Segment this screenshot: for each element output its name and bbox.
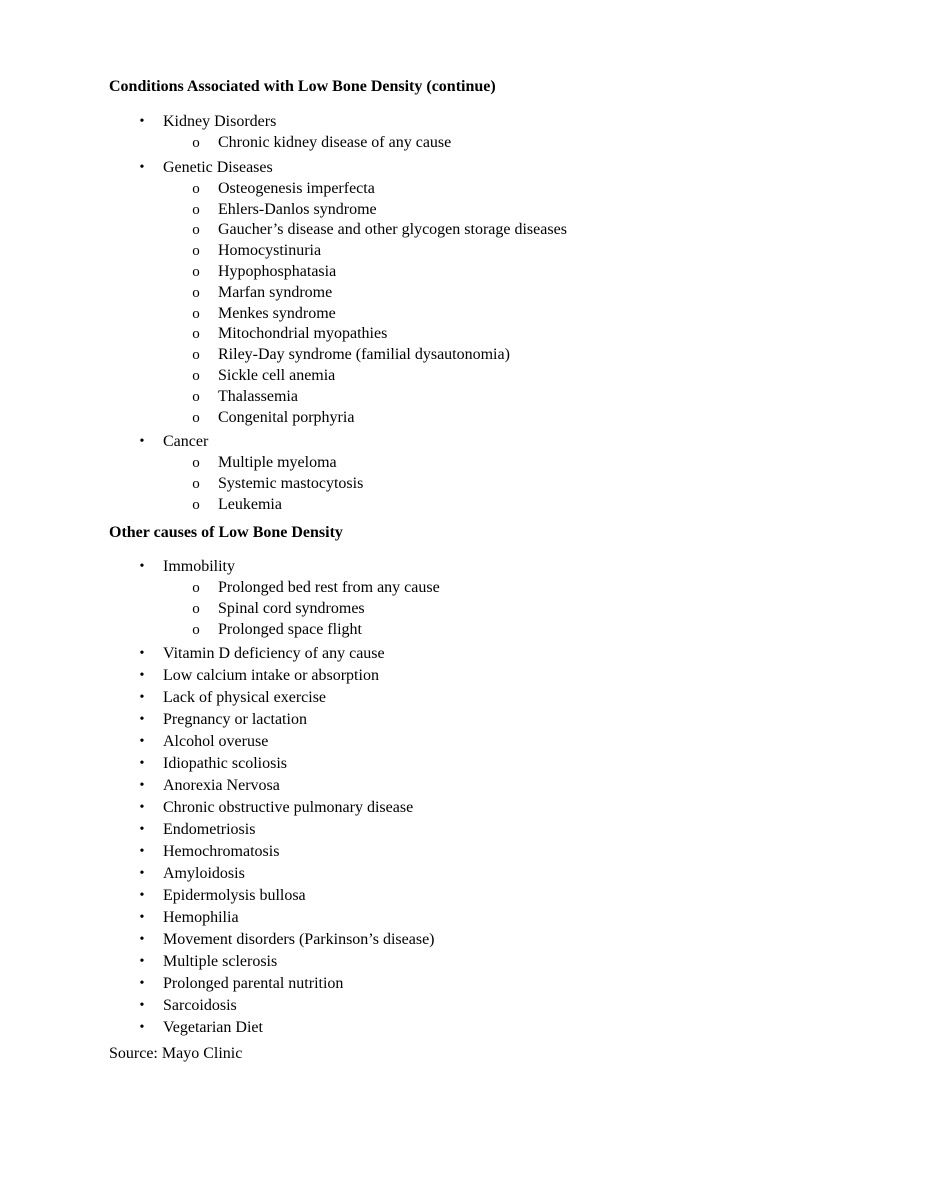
list-item (0, 951, 927, 973)
list-item-label: Lack of physical exercise (163, 689, 327, 707)
hollow-bullet-icon: o (192, 367, 200, 384)
list-item (0, 819, 927, 841)
sub-list-item (0, 495, 927, 516)
list-item (0, 797, 927, 819)
hollow-bullet-icon: o (192, 476, 200, 493)
list-item (0, 556, 927, 578)
sub-list-item (0, 453, 927, 474)
list-item (0, 157, 927, 179)
list-item-label: Genetic Diseases (163, 158, 273, 176)
list-item-label: Idiopathic scoliosis (163, 755, 287, 773)
sub-list-item (0, 324, 927, 345)
hollow-bullet-icon: o (192, 455, 200, 472)
bullet-icon: • (139, 822, 145, 838)
sub-list-item (0, 283, 927, 304)
sub-list-item (0, 408, 927, 429)
hollow-bullet-icon: o (192, 180, 200, 197)
bullet-icon: • (139, 932, 145, 948)
sub-list-item-label: Multiple myeloma (218, 454, 337, 472)
bullet-icon: • (139, 778, 145, 794)
list-item-label: Vitamin D deficiency of any cause (163, 645, 385, 663)
bullet-icon: • (139, 800, 145, 816)
hollow-bullet-icon: o (192, 201, 200, 218)
bullet-icon: • (139, 434, 145, 450)
list-item (0, 995, 927, 1017)
sub-list-item (0, 179, 927, 200)
sub-list-item (0, 387, 927, 408)
sub-list-item-label: Chronic kidney disease of any cause (218, 134, 452, 151)
sub-list-item-label: Prolonged space flight (218, 620, 362, 638)
list-item-label: Hemochromatosis (163, 843, 280, 861)
source-note: Source: Mayo Clinic (109, 1045, 243, 1062)
list-item (0, 929, 927, 951)
bullet-icon: • (139, 976, 145, 992)
hollow-bullet-icon: o (192, 243, 200, 260)
hollow-bullet-icon: o (192, 409, 200, 426)
sub-list-item (0, 345, 927, 366)
list-item (0, 731, 927, 753)
list-item-label: Amyloidosis (163, 865, 245, 883)
bullet-icon: • (139, 756, 145, 772)
list-item-label: Epidermolysis bullosa (163, 887, 306, 905)
sub-list-item-label: Osteogenesis imperfecta (218, 179, 375, 197)
sub-list-item-label: Sickle cell anemia (218, 366, 336, 384)
hollow-bullet-icon: o (192, 222, 200, 239)
list-item-label: Kidney Disorders (163, 113, 277, 130)
list-item (0, 753, 927, 775)
list-item (0, 643, 927, 665)
hollow-bullet-icon: o (192, 580, 200, 596)
list-item-label: Alcohol overuse (163, 733, 269, 751)
sub-list-item-label: Mitochondrial myopathies (218, 325, 388, 343)
hollow-bullet-icon: o (192, 496, 200, 513)
bullet-icon: • (139, 998, 145, 1014)
sub-list-item-label: Spinal cord syndromes (218, 599, 365, 617)
list-item (0, 665, 927, 687)
bullet-icon: • (139, 888, 145, 904)
hollow-bullet-icon: o (192, 600, 200, 617)
sub-list-item (0, 366, 927, 387)
bullet-icon: • (139, 712, 145, 728)
hollow-bullet-icon: o (192, 388, 200, 405)
section-heading-conditions: Conditions Associated with Low Bone Density (continue) (109, 78, 496, 95)
list-item-label: Pregnancy or lactation (163, 711, 307, 729)
list-item (0, 111, 927, 133)
list-item-label: Immobility (163, 558, 235, 575)
hollow-bullet-icon: o (192, 347, 200, 364)
sub-list-item-label: Systemic mastocytosis (218, 475, 364, 493)
bullet-icon: • (139, 159, 145, 175)
sub-list-item (0, 241, 927, 262)
sub-list-item (0, 304, 927, 325)
hollow-bullet-icon: o (192, 263, 200, 280)
sub-list-item (0, 262, 927, 283)
hollow-bullet-icon: o (192, 621, 200, 638)
sub-list-item-label: Homocystinuria (218, 242, 322, 260)
list-item (0, 885, 927, 907)
bullet-icon: • (139, 114, 145, 129)
sub-list-item-label: Prolonged bed rest from any cause (218, 579, 440, 596)
sub-list-item-label: Thalassemia (218, 387, 298, 405)
bullet-icon: • (139, 844, 145, 860)
list-item (0, 907, 927, 929)
list-item-label: Low calcium intake or absorption (163, 667, 379, 685)
bullet-icon: • (139, 559, 145, 574)
sub-list-item-label: Marfan syndrome (218, 283, 333, 301)
list-item-label: Chronic obstructive pulmonary disease (163, 799, 414, 817)
sub-list-item (0, 620, 927, 641)
sub-list-item-label: Hypophosphatasia (218, 262, 337, 280)
sub-list-item (0, 133, 927, 154)
bullet-icon: • (139, 954, 145, 970)
sub-list-item (0, 474, 927, 495)
hollow-bullet-icon: o (192, 135, 200, 151)
list-item (0, 973, 927, 995)
bullet-icon: • (139, 1020, 145, 1036)
list-item (0, 431, 927, 453)
list-item (0, 709, 927, 731)
list-item (0, 863, 927, 885)
list-item-label: Cancer (163, 433, 209, 451)
bullet-icon: • (139, 910, 145, 926)
sub-list-item (0, 200, 927, 221)
section-heading-other-causes: Other causes of Low Bone Density (109, 524, 343, 541)
other-causes-list (0, 556, 927, 1039)
sub-list-item (0, 220, 927, 241)
list-item-label: Prolonged parental nutrition (163, 975, 344, 993)
hollow-bullet-icon: o (192, 284, 200, 301)
list-item-label: Sarcoidosis (163, 997, 237, 1015)
sub-list-item-label: Menkes syndrome (218, 304, 336, 322)
hollow-bullet-icon: o (192, 326, 200, 343)
hollow-bullet-icon: o (192, 305, 200, 322)
bullet-icon: • (139, 646, 145, 662)
sub-list-item-label: Gaucher’s disease and other glycogen storage diseases (218, 221, 567, 239)
list-item (0, 775, 927, 797)
sub-list-item-label: Leukemia (218, 495, 282, 513)
list-item-label: Hemophilia (163, 909, 239, 927)
list-item-label: Anorexia Nervosa (163, 777, 280, 795)
list-item-label: Endometriosis (163, 821, 256, 839)
conditions-list (0, 111, 927, 516)
sub-list-item (0, 578, 927, 599)
bullet-icon: • (139, 734, 145, 750)
bullet-icon: • (139, 668, 145, 684)
sub-list-item (0, 599, 927, 620)
list-item (0, 841, 927, 863)
sub-list-item-label: Congenital porphyria (218, 408, 355, 426)
list-item (0, 687, 927, 709)
bullet-icon: • (139, 690, 145, 706)
sub-list-item-label: Ehlers-Danlos syndrome (218, 200, 377, 218)
list-item (0, 1017, 927, 1039)
list-item-label: Multiple sclerosis (163, 953, 278, 971)
list-item-label: Vegetarian Diet (163, 1019, 263, 1037)
list-item-label: Movement disorders (Parkinson’s disease) (163, 931, 435, 949)
bullet-icon: • (139, 866, 145, 882)
sub-list-item-label: Riley-Day syndrome (familial dysautonomia) (218, 346, 510, 364)
